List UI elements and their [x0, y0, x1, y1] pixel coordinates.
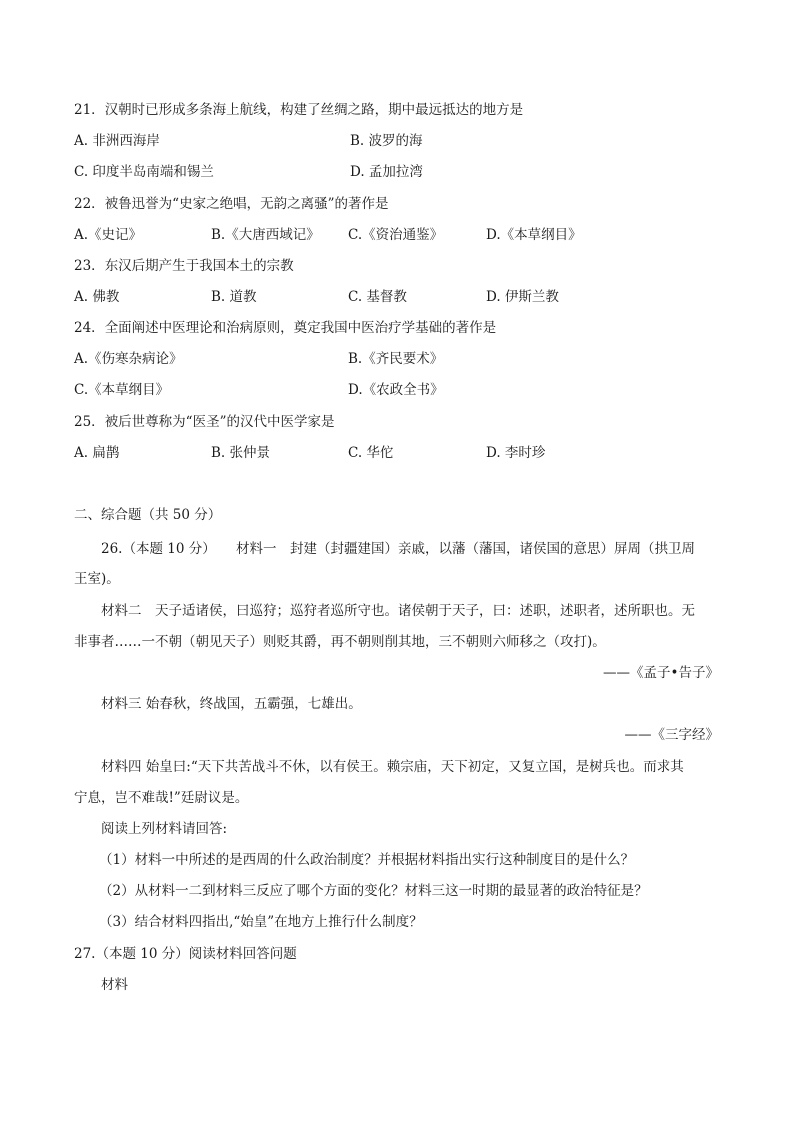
option-b: B.《大唐西域记》 — [211, 227, 320, 243]
question-number: 23． — [74, 258, 105, 274]
option-c: C.《本草纲目》 — [74, 382, 170, 398]
option-c: C.《资治通鉴》 — [348, 227, 444, 243]
option-b: B.《齐民要术》 — [348, 351, 444, 367]
q26-subquestion-3: （3）结合材料四指出,“始皇”在地方上推行什么制度？ — [99, 914, 423, 930]
source-citation: ——《三字经》 — [624, 727, 719, 743]
q26-material-4: 材料四 始皇曰:“天下共苦战斗不休，以有侯王。赖宗庙，天下初定，又复立国，是树兵也。而求其 — [101, 759, 684, 775]
q26-subquestion-1: （1）材料一中所述的是西周的什么政治制度？并根据材料指出实行这种制度目的是什么？ — [99, 852, 635, 868]
q26-material-4-cont: 宁息，岂不难哉!”廷尉议是。 — [74, 790, 249, 806]
q27-material-label: 材料 — [101, 977, 128, 993]
option-d: D.《本草纲目》 — [486, 227, 582, 243]
q26-material-1-cont: 王室)。 — [74, 571, 120, 587]
question-24-stem — [74, 318, 719, 338]
option-a: A.《史记》 — [74, 227, 143, 243]
question-text: 被后世尊称为“医圣”的汉代中医学家是 — [104, 414, 335, 430]
q26-material-2-cont: 非事者……一不朝（朝见天子）则贬其爵，再不朝则削其地，三不朝则六师移之（攻打)。 — [74, 634, 606, 650]
q26-material-2: 材料二 天子适诸侯，曰巡狩；巡狩者巡所守也。诸侯朝于天子，曰：述职，述职者，述所职也。无 — [101, 603, 695, 619]
option-b: B. 波罗的海 — [350, 133, 423, 149]
option-d: D. 孟加拉湾 — [350, 164, 423, 180]
option-a: A.《伤寒杂病论》 — [74, 351, 183, 367]
question-21-stem — [74, 100, 719, 120]
option-c: C. 印度半岛南端和锡兰 — [74, 164, 214, 180]
option-b: B. 道教 — [211, 289, 257, 305]
question-text: 东汉后期产生于我国本土的宗教 — [104, 258, 294, 274]
question-number: 24． — [74, 320, 105, 336]
question-22-stem — [74, 194, 719, 214]
option-a: A. 非洲西海岸 — [74, 133, 160, 149]
option-c: C. 基督教 — [348, 289, 407, 305]
option-b: B. 张仲景 — [211, 445, 271, 461]
q26-subquestion-2: （2）从材料一二到材料三反应了哪个方面的变化？材料三这一时期的最显著的政治特征是？ — [99, 883, 648, 899]
option-d: D.《农政全书》 — [348, 382, 444, 398]
question-25-stem — [74, 412, 719, 432]
option-d: D. 伊斯兰教 — [486, 289, 559, 305]
q26-prompt: 阅读上列材料请回答: — [101, 821, 228, 837]
q26-material-1: 26.（本题 10 分） 材料一 封建（封疆建国）亲戚，以藩（藩国，诸侯国的意思）屏周（拱卫周 — [101, 541, 695, 557]
section-heading: 二、综合题（共 50 分） — [74, 507, 222, 523]
question-number: 22． — [74, 196, 105, 212]
question-number: 25． — [74, 414, 105, 430]
q27-stem: 27.（本题 10 分）阅读材料回答问题 — [74, 946, 297, 962]
question-number: 21． — [74, 102, 105, 118]
q26-material-3: 材料三 始春秋，终战国，五霸强，七雄出。 — [101, 696, 362, 712]
question-text: 被鲁迅誉为“史家之绝唱，无韵之离骚”的著作是 — [104, 196, 389, 212]
option-a: A. 扁鹊 — [74, 445, 120, 461]
question-text: 汉朝时已形成多条海上航线，构建了丝绸之路，期中最远抵达的地方是 — [104, 102, 524, 118]
source-citation: ——《孟子•告子》 — [603, 665, 719, 681]
option-a: A. 佛教 — [74, 289, 120, 305]
question-23-stem — [74, 256, 719, 276]
option-d: D. 李时珍 — [486, 445, 546, 461]
option-c: C. 华佗 — [348, 445, 394, 461]
question-text: 全面阐述中医理论和治病原则，奠定我国中医治疗学基础的著作是 — [104, 320, 497, 336]
